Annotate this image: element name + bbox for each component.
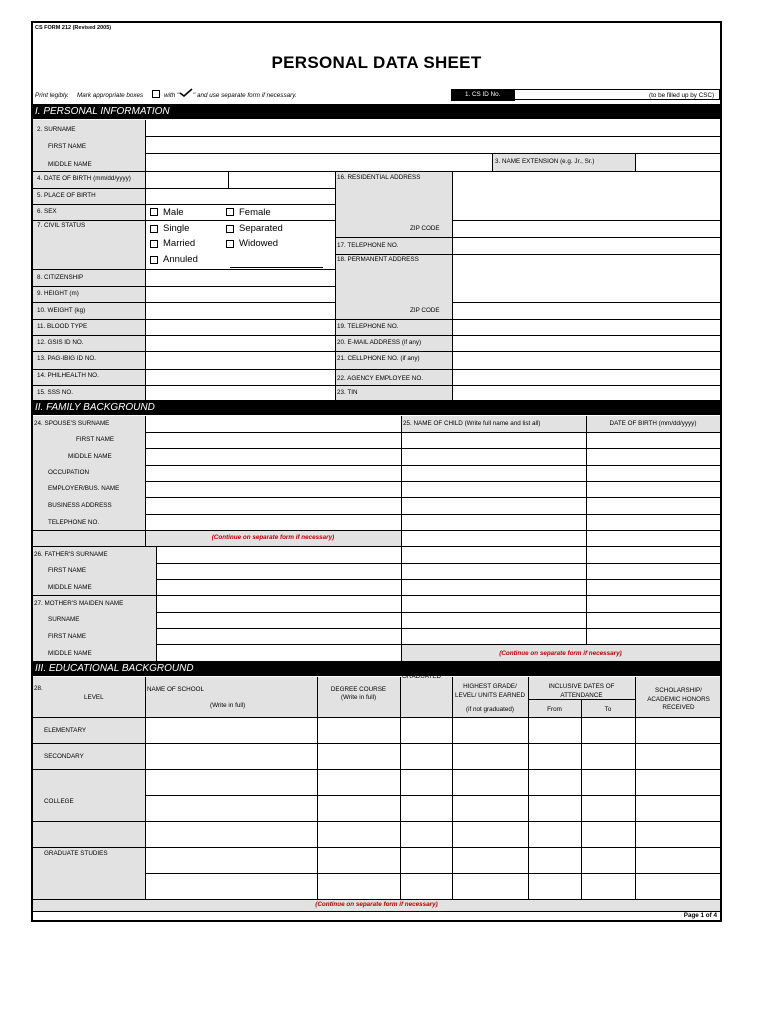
label-occupation: OCCUPATION: [48, 469, 90, 476]
label-zip-code-1: ZIP CODE: [410, 225, 440, 232]
label-if-not-graduated: (if not graduated): [466, 706, 514, 713]
labels-column-right: [335, 171, 452, 400]
label-name-of-school: NAME OF SCHOOL: [147, 686, 205, 693]
checkbox-male[interactable]: [150, 208, 158, 216]
checkbox-married[interactable]: [150, 240, 158, 248]
label-to: To: [604, 706, 612, 713]
label-telephone-1: 17. TELEPHONE NO.: [337, 242, 399, 249]
label-mother-maiden-name: 27. MOTHER'S MAIDEN NAME: [34, 600, 124, 607]
label-tin: 23. TIN: [337, 389, 358, 396]
label-pagibig: 13. PAG-IBIG ID NO.: [37, 355, 97, 362]
label-telephone-2: 19. TELEPHONE NO.: [337, 323, 399, 330]
label-highest-grade: HIGHEST GRADE/ LEVEL/ UNITS EARNED: [455, 683, 525, 699]
label-sex: 6. SEX: [37, 208, 57, 215]
label-level: LEVEL: [84, 694, 104, 701]
option-annuled: Annuled: [163, 254, 198, 265]
section-educational-background: III. EDUCATIONAL BACKGROUND: [33, 661, 720, 676]
csc-note: (to be filled up by CSC): [649, 92, 715, 99]
label-business-address: BUSINESS ADDRESS: [48, 502, 112, 509]
label-civil-status: 7. CIVIL STATUS: [37, 222, 86, 229]
label-mother-first-name: FIRST NAME: [48, 633, 87, 640]
section-family-background: II. FAMILY BACKGROUND: [33, 400, 720, 415]
option-widowed: Widowed: [239, 238, 279, 249]
page-title: PERSONAL DATA SHEET: [271, 53, 482, 72]
sample-checkbox-icon: [152, 90, 160, 98]
civil-status-other-line[interactable]: [230, 267, 323, 268]
label-year-graduated: GRADUATED: [402, 673, 442, 680]
label-inclusive-dates: INCLUSIVE DATES OF ATTENDANCE: [548, 683, 615, 699]
level-elementary: ELEMENTARY: [44, 727, 87, 734]
label-mother-middle-name: MIDDLE NAME: [48, 650, 92, 657]
label-scholarship-honors: SCHOLARSHIP/ ACADEMIC HONORS RECEIVED: [647, 687, 710, 711]
children-continue-note: (Continue on separate form if necessary): [499, 650, 622, 657]
level-college: COLLEGE: [44, 798, 74, 805]
label-employer: EMPLOYER/BUS. NAME: [48, 485, 120, 492]
page-number: Page 1 of 4: [683, 912, 717, 919]
label-blood-type: 11. BLOOD TYPE: [37, 323, 88, 330]
label-mother-surname: SURNAME: [48, 616, 80, 623]
instruction-mark: Mark appropriate boxes: [77, 92, 144, 99]
label-surname: 2. SURNAME: [37, 126, 76, 133]
level-graduate-studies: GRADUATE STUDIES: [44, 850, 108, 857]
label-father-surname: 26. FATHER'S SURNAME: [34, 551, 108, 558]
instruction-print: Print legibly.: [35, 92, 69, 99]
checkbox-single[interactable]: [150, 225, 158, 233]
personal-data-sheet-form: [31, 21, 722, 922]
label-philhealth: 14. PHILHEALTH NO.: [37, 372, 99, 379]
label-spouse-surname: 24. SPOUSE'S SURNAME: [34, 420, 110, 427]
option-male: Male: [163, 207, 184, 218]
option-married: Married: [163, 238, 196, 249]
label-spouse-telephone: TELEPHONE NO.: [48, 519, 100, 526]
checkbox-annuled[interactable]: [150, 256, 158, 264]
label-cellphone: 21. CELLPHONE NO. (if any): [337, 355, 420, 362]
label-email: 20. E-MAIL ADDRESS (if any): [337, 339, 422, 346]
label-father-middle-name: MIDDLE NAME: [48, 584, 92, 591]
label-degree-course: DEGREE COURSE: [330, 686, 387, 693]
option-separated: Separated: [239, 223, 283, 234]
instruction-rest: " and use separate form if necessary.: [193, 92, 297, 99]
option-female: Female: [239, 207, 271, 218]
label-school-write-full: (Write in full): [210, 702, 246, 709]
label-father-first-name: FIRST NAME: [48, 567, 87, 574]
option-single: Single: [163, 223, 190, 234]
level-secondary: SECONDARY: [44, 753, 84, 760]
checkmark-icon: [179, 88, 193, 97]
instruction-with: with ": [164, 92, 180, 99]
label-middle-name: MIDDLE NAME: [48, 161, 92, 168]
family-continue-note: (Continue on separate form if necessary): [211, 534, 335, 541]
label-first-name: FIRST NAME: [48, 143, 87, 150]
cs-id-label-box: [451, 89, 515, 101]
label-name-of-child: 25. NAME OF CHILD (Write full name and list all): [403, 420, 541, 427]
label-spouse-middle-name: MIDDLE NAME: [68, 453, 112, 460]
form-code: CS FORM 212 (Revised 2005): [35, 25, 112, 31]
label-citizenship: 8. CITIZENSHIP: [37, 274, 84, 281]
label-agency-employee-no: 22. AGENCY EMPLOYEE NO.: [337, 375, 423, 382]
education-continue-note: (Continue on separate form if necessary): [315, 901, 438, 908]
label-pob: 5. PLACE OF BIRTH: [37, 192, 96, 199]
checkbox-separated[interactable]: [226, 225, 234, 233]
label-spouse-first-name: FIRST NAME: [76, 436, 115, 443]
label-sss: 15. SSS NO.: [37, 389, 74, 396]
label-dob: 4. DATE OF BIRTH (mm/dd/yyyy): [37, 175, 131, 182]
label-permanent-address: 18. PERMANENT ADDRESS: [337, 256, 419, 263]
label-from: From: [547, 706, 562, 713]
education-levels-column: [33, 717, 145, 899]
cs-id-label: 1. CS ID No.: [465, 91, 501, 98]
checkbox-widowed[interactable]: [226, 240, 234, 248]
checkbox-female[interactable]: [226, 208, 234, 216]
label-height: 9. HEIGHT (m): [37, 290, 79, 297]
label-degree-write-full: (Write in full): [340, 694, 377, 701]
label-weight: 10. WEIGHT (kg): [37, 307, 86, 314]
label-gsis: 12. GSIS ID NO.: [37, 339, 84, 346]
label-residential-address: 16. RESIDENTIAL ADDRESS: [337, 174, 421, 181]
section-personal-information: I. PERSONAL INFORMATION: [33, 104, 720, 119]
label-zip-code-2: ZIP CODE: [410, 307, 440, 314]
label-child-dob: DATE OF BIRTH (mm/dd/yyyy): [609, 420, 697, 427]
label-name-extension: 3. NAME EXTENSION (e.g. Jr., Sr.): [495, 158, 595, 165]
label-education-number: 28.: [34, 685, 43, 692]
